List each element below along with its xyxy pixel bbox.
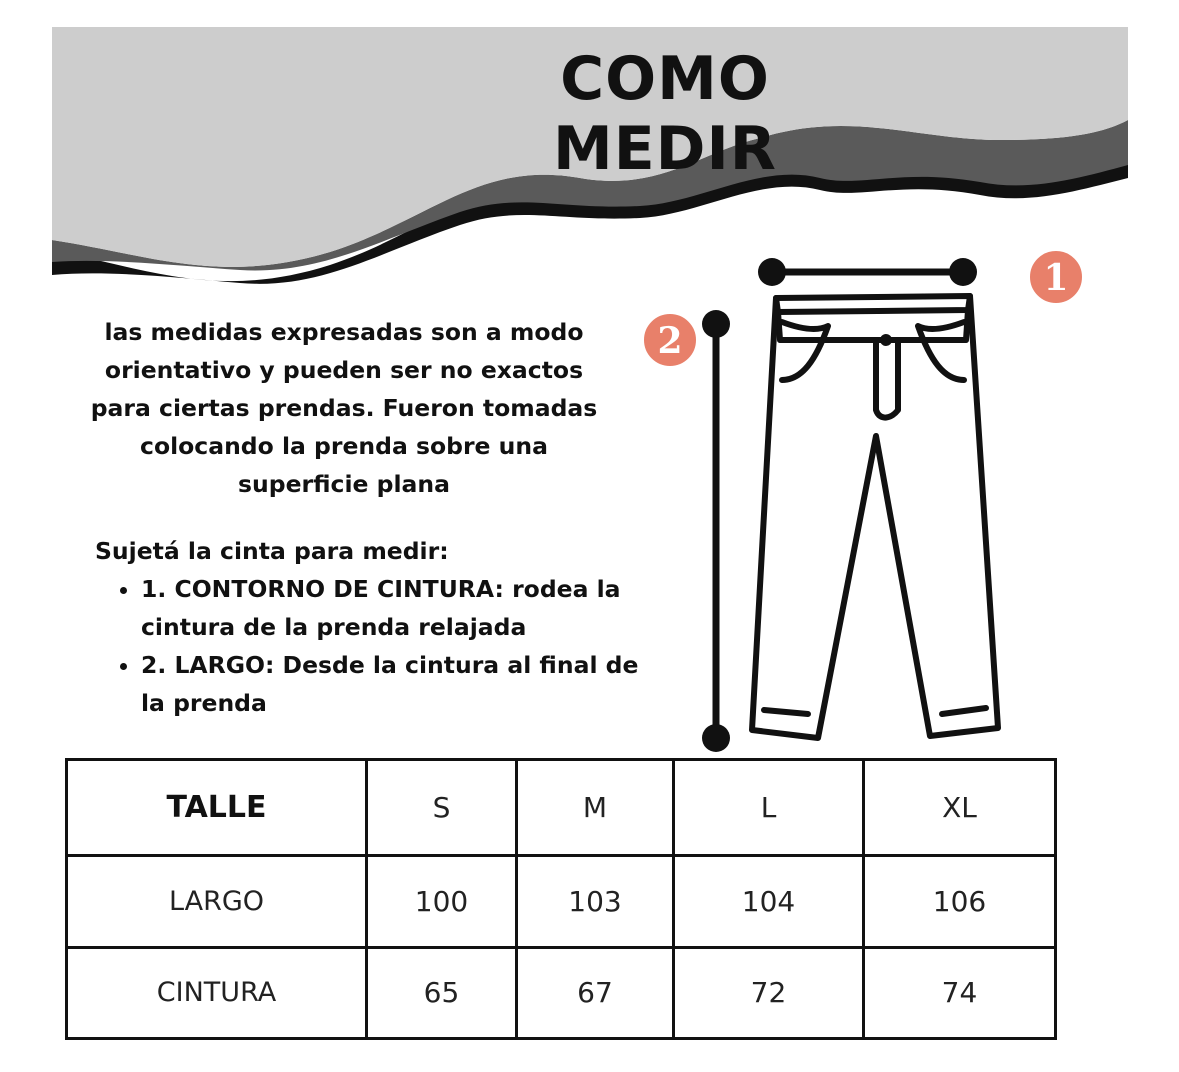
jeans-icon (752, 296, 998, 738)
table-cell: 72 (674, 947, 864, 1038)
table-cell: 104 (674, 856, 864, 947)
table-header-row (67, 760, 1056, 856)
instruction-item-waist: • 1. CONTORNO DE CINTURA: rodea la cintura de la prenda relajada (141, 570, 655, 646)
instructions-title: Sujetá la cinta para medir: (95, 537, 449, 565)
header-cell-s: S (367, 760, 517, 856)
header-cell-talle: TALLE (67, 760, 367, 856)
table-cell: 74 (864, 947, 1056, 1038)
header-cell-m: M (517, 760, 674, 856)
table-cell: 103 (517, 856, 674, 947)
length-measure-line (702, 310, 730, 752)
marker-2-badge (642, 312, 698, 368)
marker-1-badge (1028, 249, 1084, 305)
table-cell: 65 (367, 947, 517, 1038)
waist-measure-line (758, 258, 977, 286)
header-cell-l: L (674, 760, 864, 856)
row-label-largo: LARGO (67, 856, 367, 947)
table-cell: 67 (517, 947, 674, 1038)
page-title: COMO MEDIR (552, 44, 778, 184)
measurement-diagram (630, 240, 1100, 760)
intro-text: las medidas expresadas son a modo orientativo y pueden ser no exactos para ciertas prendas. Fueron tomadas colocando la prenda sobre una superficie plana (90, 318, 598, 498)
row-label-cintura: CINTURA (67, 947, 367, 1038)
instructions-list (95, 570, 655, 722)
header-cell-xl: XL (864, 760, 1056, 856)
size-table (65, 758, 1057, 1040)
marker-1-label: 1 (1043, 257, 1069, 299)
table-cell: 100 (367, 856, 517, 947)
table-row-largo (67, 856, 1056, 947)
table-row-cintura (67, 947, 1056, 1038)
instruction-item-length: • 2. LARGO: Desde la cintura al final de la prenda (141, 646, 655, 722)
table-cell: 106 (864, 856, 1056, 947)
marker-2-label: 2 (657, 320, 683, 362)
measure-instructions (95, 532, 655, 722)
